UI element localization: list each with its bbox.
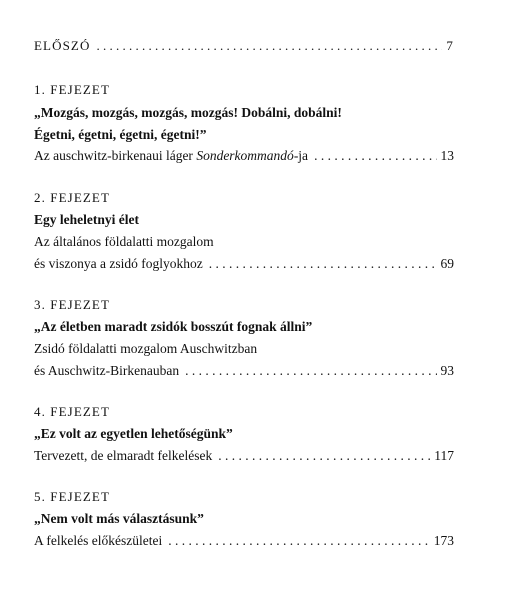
chapter-subtitle: Zsidó földalatti mozgalom Auschwitzban xyxy=(34,341,258,356)
entry-text-prefix: Az auschwitz-birkenaui láger xyxy=(34,148,197,163)
dot-leader xyxy=(218,446,430,466)
chapter-title: Égetni, égetni, égetni, égetni!” xyxy=(34,127,207,142)
dot-leader xyxy=(209,254,437,274)
chapter-label: 2. FEJEZET xyxy=(34,190,110,205)
entry-text: és Auschwitz-Birkenauban xyxy=(34,363,180,378)
toc-entry-chapter-4[interactable] xyxy=(34,446,454,466)
entry-text xyxy=(34,146,308,166)
chapter-title: „Nem volt más választásunk” xyxy=(34,511,204,526)
chapter-label: 1. FEJEZET xyxy=(34,82,110,97)
page-number: 93 xyxy=(440,363,454,378)
chapter-title: „Az életben maradt zsidók bosszút fognak állni” xyxy=(34,319,313,334)
entry-text: Tervezett, de elmaradt felkelések xyxy=(34,448,213,463)
toc-entry-foreword[interactable] xyxy=(34,36,454,56)
page-number: 13 xyxy=(440,148,454,163)
entry-text: A felkelés előkészületei xyxy=(34,533,163,548)
toc-entry-chapter-5[interactable] xyxy=(34,531,454,551)
chapter-title: „Ez volt az egyetlen lehetőségünk” xyxy=(34,426,233,441)
chapter-label: 5. FEJEZET xyxy=(34,489,110,504)
dot-leader xyxy=(96,36,442,56)
toc-entry-chapter-3[interactable] xyxy=(34,361,454,381)
entry-text-suffix: -ja xyxy=(293,148,309,163)
chapter-subtitle: Az általános földalatti mozgalom xyxy=(34,234,214,249)
chapter-title: Egy leheletnyi élet xyxy=(34,212,139,227)
entry-text-italic: Sonderkommandó xyxy=(196,148,294,163)
page-number: 173 xyxy=(433,533,454,548)
chapter-label: 3. FEJEZET xyxy=(34,297,110,312)
page-number: 7 xyxy=(446,38,454,53)
dot-leader xyxy=(185,361,436,381)
entry-text: és viszonya a zsidó foglyokhoz xyxy=(34,256,203,271)
toc-entry-chapter-2[interactable] xyxy=(34,254,454,274)
chapter-label: 4. FEJEZET xyxy=(34,404,110,419)
toc-entry-chapter-1[interactable] xyxy=(34,146,454,166)
dot-leader xyxy=(168,531,430,551)
page-number: 117 xyxy=(434,448,454,463)
chapter-title: „Mozgás, mozgás, mozgás, mozgás! Dobálni, dobálni! xyxy=(34,105,342,120)
foreword-label: ELŐSZÓ xyxy=(34,38,91,53)
page-number: 69 xyxy=(440,256,454,271)
dot-leader xyxy=(314,146,436,166)
